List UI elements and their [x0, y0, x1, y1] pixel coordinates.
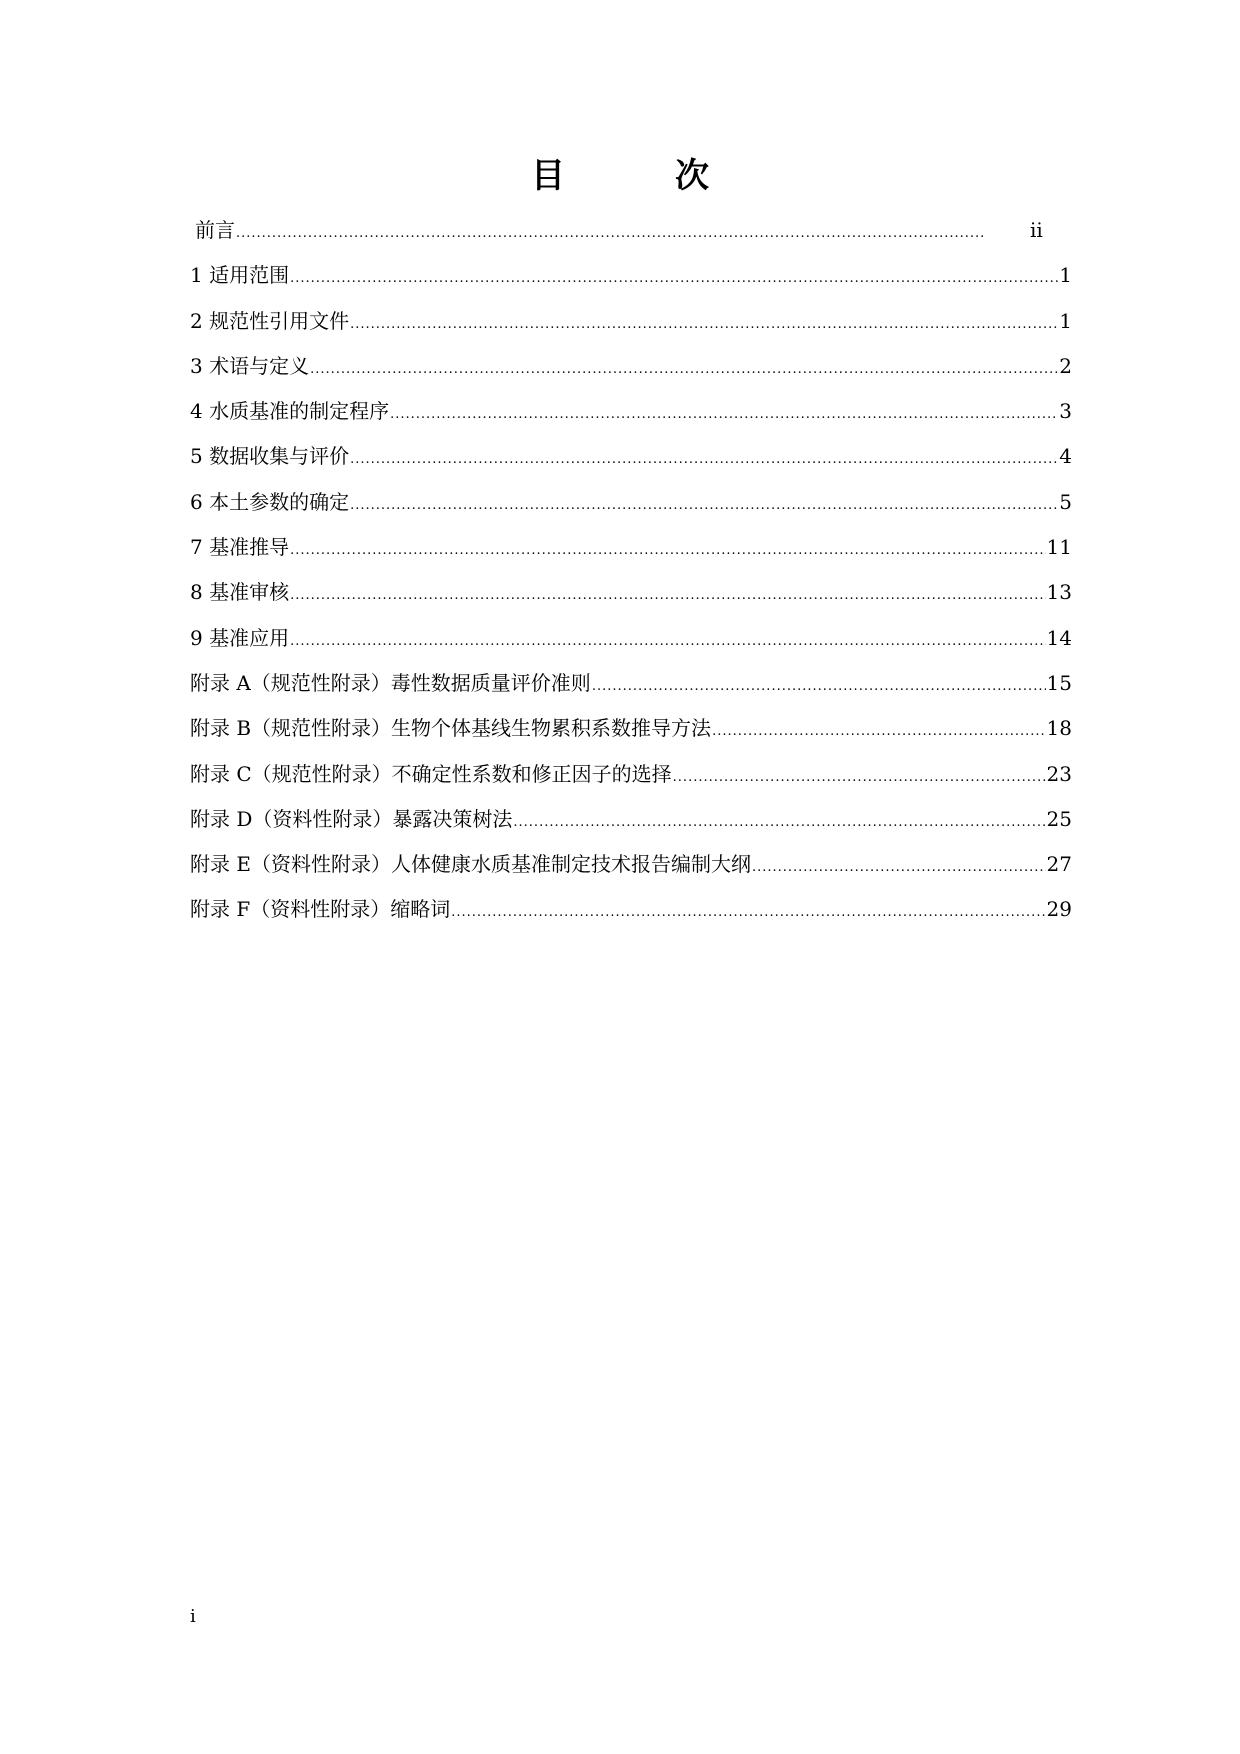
- toc-entry-normative-references[interactable]: [190, 307, 1072, 352]
- toc-entry-label: 5 数据收集与评价: [190, 444, 350, 469]
- toc-entry-terms[interactable]: [190, 352, 1072, 397]
- toc-entry-label: 4 水质基准的制定程序: [190, 399, 390, 424]
- toc-entry-label: 前言: [195, 218, 235, 242]
- toc-entry-appendix-d[interactable]: [190, 805, 1072, 850]
- toc-entry-application[interactable]: [190, 624, 1072, 669]
- toc-entry-label: 附录 B（规范性附录）生物个体基线生物累积系数推导方法: [190, 716, 712, 741]
- dot-leader: [290, 582, 1045, 610]
- dot-leader: [592, 673, 1046, 701]
- toc-entry-preface[interactable]: [190, 216, 1072, 261]
- dot-leader: [236, 220, 984, 248]
- dot-leader: [290, 628, 1045, 656]
- toc-entry-page: 4: [1059, 444, 1072, 469]
- toc-entry-page: 1: [1059, 263, 1072, 288]
- dot-leader: [350, 492, 1058, 520]
- toc-entry-derivation[interactable]: [190, 533, 1072, 578]
- toc-entry-page: 23: [1046, 761, 1072, 786]
- dot-leader: [513, 809, 1045, 837]
- toc-entry-appendix-c[interactable]: [190, 760, 1072, 805]
- toc-entry-label: 附录 C（规范性附录）不确定性系数和修正因子的选择: [190, 761, 672, 786]
- toc-entry-page: 3: [1059, 399, 1072, 424]
- dot-leader: [673, 764, 1046, 792]
- toc-entry-label: 附录 D（资料性附录）暴露决策树法: [190, 806, 513, 831]
- toc-entry-label: 附录 F（资料性附录）缩略词: [190, 897, 451, 922]
- toc-entry-appendix-e[interactable]: [190, 850, 1072, 895]
- toc-entry-review[interactable]: [190, 578, 1072, 623]
- toc-entry-page: 27: [1046, 852, 1072, 877]
- toc-entry-label: 8 基准审核: [190, 580, 290, 605]
- dot-leader: [350, 311, 1058, 339]
- toc-entry-page: 25: [1046, 806, 1072, 831]
- toc-entry-page: ii: [1030, 218, 1043, 242]
- toc-entry-label: 3 术语与定义: [190, 353, 310, 378]
- dot-leader: [350, 446, 1058, 474]
- dot-leader: [752, 854, 1046, 882]
- dot-leader: [290, 265, 1058, 293]
- toc-entry-label: 6 本土参数的确定: [190, 489, 350, 514]
- toc-entry-page: 5: [1059, 489, 1072, 514]
- table-of-contents: [190, 216, 1072, 941]
- toc-entry-label: 附录 A（规范性附录）毒性数据质量评价准则: [190, 670, 591, 695]
- dot-leader: [290, 537, 1045, 565]
- toc-entry-page: 11: [1046, 535, 1072, 560]
- toc-entry-scope[interactable]: [190, 261, 1072, 306]
- toc-entry-appendix-a[interactable]: [190, 669, 1072, 714]
- toc-entry-page: 1: [1059, 308, 1072, 333]
- toc-entry-label: 1 适用范围: [190, 263, 290, 288]
- toc-entry-appendix-b[interactable]: [190, 714, 1072, 759]
- page-title: 目 次: [531, 156, 747, 196]
- dot-leader: [712, 718, 1045, 746]
- toc-entry-data-collection[interactable]: [190, 442, 1072, 487]
- toc-entry-page: 13: [1046, 580, 1072, 605]
- dot-leader: [451, 899, 1045, 927]
- toc-entry-label: 9 基准应用: [190, 625, 290, 650]
- toc-entry-local-parameters[interactable]: [190, 488, 1072, 533]
- dot-leader: [310, 356, 1058, 384]
- toc-entry-procedure[interactable]: [190, 397, 1072, 442]
- toc-entry-label: 附录 E（资料性附录）人体健康水质基准制定技术报告编制大纲: [190, 852, 751, 877]
- footer-page-number: i: [190, 1606, 196, 1627]
- toc-entry-label: 2 规范性引用文件: [190, 308, 350, 333]
- toc-entry-page: 29: [1046, 897, 1072, 922]
- dot-leader: [390, 401, 1058, 429]
- toc-entry-page: 15: [1046, 670, 1072, 695]
- toc-entry-appendix-f[interactable]: [190, 895, 1072, 940]
- toc-entry-label: 7 基准推导: [190, 535, 290, 560]
- toc-entry-page: 18: [1046, 716, 1072, 741]
- toc-entry-page: 2: [1059, 353, 1072, 378]
- toc-entry-page: 14: [1046, 625, 1072, 650]
